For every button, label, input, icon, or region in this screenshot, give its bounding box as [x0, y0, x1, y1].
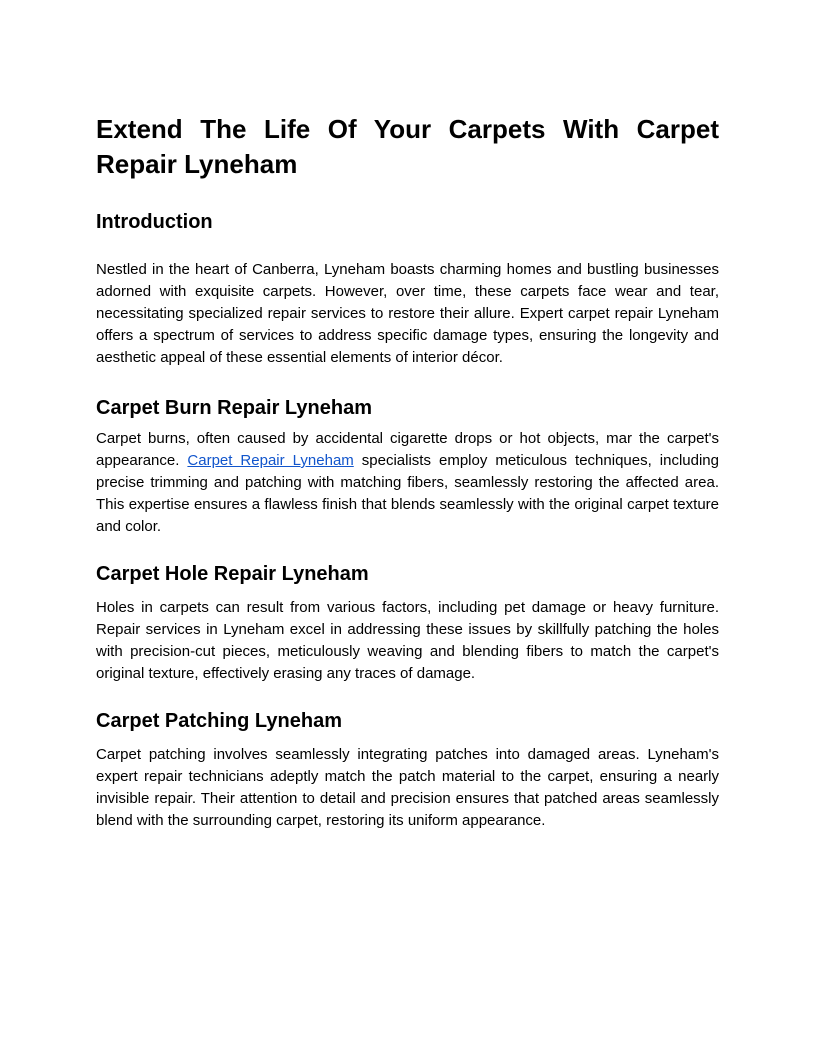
- section-heading-hole-repair: Carpet Hole Repair Lyneham: [96, 563, 369, 585]
- section-body-patching: Carpet patching involves seamlessly integrating patches into damaged areas. Lyneham's expert repair technicians adeptly match the patch material to the carpet, ensuring a nearly invisible repair. Their attention to detail and precision ensures that patched areas seamlessly blend with the surrounding carpet, restoring its uniform appearance.: [96, 746, 719, 829]
- section-body-hole-repair: Holes in carpets can result from various factors, including pet damage or heavy furniture. Repair services in Lyneham excel in addressing these issues by skillfully patching the holes with precision-cut pieces, meticulously weaving and blending fibers to match the carpet's original texture, effectively erasing any traces of damage.: [96, 599, 719, 682]
- carpet-repair-lyneham-link[interactable]: Carpet Repair Lyneham: [187, 452, 354, 469]
- section-body-introduction: Nestled in the heart of Canberra, Lyneham boasts charming homes and bustling businesses adorned with exquisite carpets. However, over time, these carpets face wear and tear, necessitating specialized repair services to restore their allure. Expert carpet repair Lyneham offers a spectrum of services to address specific damage types, ensuring the longevity and aesthetic appeal of these essential elements of interior décor.: [96, 261, 719, 366]
- section-body-burn-repair: [96, 428, 719, 538]
- document-content: [96, 112, 719, 832]
- document-title: Extend The Life Of Your Carpets With Carpet Repair Lyneham: [96, 114, 719, 179]
- section-heading-introduction: Introduction: [96, 211, 213, 233]
- burn-body-text-after-link: specialists employ meticulous techniques, including precise trimming and patching with matching fibers, seamlessly restoring the affected area. This expertise ensures a flawless finish that blends seamlessly with the original carpet texture and color.: [96, 452, 719, 535]
- section-heading-burn-repair: Carpet Burn Repair Lyneham: [96, 397, 372, 419]
- section-heading-patching: Carpet Patching Lyneham: [96, 710, 342, 732]
- burn-body-text-before-link: Carpet burns, often caused by accidental cigarette drops or hot objects, mar the carpet's appearance.: [96, 430, 719, 469]
